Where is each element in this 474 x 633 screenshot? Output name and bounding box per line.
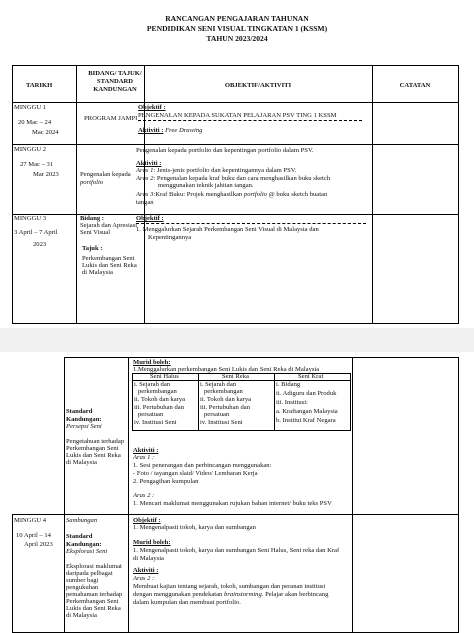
murid-text: 1.Menggalurkan perkembangan Seni Lukis dan Seni Reka di Malaysia <box>133 366 320 373</box>
inner-cell: ii. Tokoh dan karya <box>200 396 252 403</box>
sk-text: Lukis dan Seni Reka <box>66 605 121 612</box>
murid-text: 1. Mengenalpasti tokoh, karya dan sumbangan Seni Halus, Seni reka dan Kraf <box>133 547 340 554</box>
aras-text: : Jenis-jenis portfolio dan kepentingannya dalam PSV. <box>153 167 297 174</box>
sk-text: di Malaysia <box>66 612 97 619</box>
sk-italic: Eksplorasi Seni <box>66 548 108 555</box>
col-header-tarikh: TARIKH <box>26 82 53 89</box>
aras-text: Membuat kajian tentang sejarah, tokoh, sumbangan dan peranan institusi <box>133 583 326 590</box>
sk-text: Eksplorasi maklumat <box>66 563 122 570</box>
sk-label: Standard <box>66 408 93 415</box>
inner-cell: i. Sejarah dan <box>200 381 237 388</box>
inner-cell: perkembangan <box>138 388 177 395</box>
inner-cell: persatuan <box>204 411 230 418</box>
objektif-label: Objektif : <box>138 104 166 111</box>
inner-cell: i. Sejarah dan <box>134 381 171 388</box>
sk-text: pengukuhan <box>66 584 99 591</box>
objektif-text: 1. Menggalurkan Sejarah Perkembangan Seni Visual di Malaysia dan <box>136 226 319 233</box>
bidang-text: PROGRAM JAMPI <box>84 115 138 122</box>
aktiviti-text: Free Drawing <box>165 127 203 134</box>
inner-cell: iii. Institusi: <box>276 399 308 406</box>
sk-text: Lukis dan Seni Reka <box>66 452 121 459</box>
date-range: 3 April – 7 April <box>14 229 58 236</box>
sk-text: pemahaman terhadap <box>66 591 123 598</box>
inner-cell: i. Bidang <box>276 381 301 388</box>
aras-text: 1. Sesi penerangan dan perbincangan menggunakan: <box>133 462 272 469</box>
sk-text: Pengetahuan terhadap <box>66 438 125 445</box>
inner-cell: ii. Adiguru dan Produk <box>276 390 337 397</box>
col-header-bidang-1: BIDANG/ TAJUK/ <box>88 70 142 77</box>
aras-text: : Pengenalan kepada kraf buku dan cara menghasilkan buku sketch <box>153 175 331 182</box>
doc-title-line1: RANCANGAN PENGAJARAN TAHUNAN <box>165 14 309 23</box>
tajuk-label: Tajuk : <box>82 245 103 252</box>
aras-text: menggunakan teknik jahitan tangan. <box>158 182 254 189</box>
aras-text: portfolio <box>243 191 267 198</box>
sk-text: Perkembangan Seni <box>66 445 119 452</box>
col-header-bidang-2: STANDARD <box>96 78 134 85</box>
intro-text: Pengenalan kepada portfolio dan kepentingan portfolio dalam PSV. <box>136 147 314 154</box>
aras-label: Aras 2 : <box>133 575 155 582</box>
doc-title-line2: PENDIDIKAN SENI VISUAL TINGKATAN 1 (KSSM) <box>146 24 328 33</box>
page-separator <box>0 328 474 352</box>
aktiviti-label: Aktiviti : <box>138 127 164 134</box>
inner-cell: perkembangan <box>204 388 243 395</box>
bidang-text: Seni Visual <box>80 229 111 236</box>
col-header-bidang-3: KANDUNGAN <box>93 86 137 93</box>
bidang-label: Bidang : <box>80 215 105 222</box>
aras-text: . Pelajar akan berbincang <box>261 591 329 598</box>
murid-label: Murid boleh: <box>133 539 171 546</box>
inner-cell: iii. Pertubuhan dan <box>134 404 184 411</box>
sk-text: Perkembangan Seni <box>66 598 119 605</box>
aras-text: 2. Pengagihan kumpulan <box>133 478 199 485</box>
aras-text: tangan <box>136 199 154 206</box>
bidang-text: Sejarah dan Apresiasi <box>80 222 138 229</box>
date-range: 20 Mac – 24 <box>18 119 52 126</box>
aktiviti-label: Aktiviti : <box>136 160 162 167</box>
inner-header: Seni Reka <box>222 373 249 380</box>
inner-cell: b. Institut Kraf Negara <box>276 417 336 424</box>
date-range: April 2023 <box>24 541 53 548</box>
doc-title-line3: TAHUN 2023/2024 <box>206 34 268 43</box>
aras-text: 1. Mencari maklumat menggunakan rujukan bahan internet/ buku teks PSV <box>133 500 332 507</box>
bidang-text: portfolio <box>80 179 104 186</box>
date-range: 27 Mac – 31 <box>20 161 54 168</box>
week-label: MINGGU 2 <box>14 146 47 153</box>
inner-cell: persatuan <box>138 411 164 418</box>
aras-label: Aras 1 <box>136 167 154 174</box>
aktiviti-label: Aktiviti : <box>133 447 159 454</box>
aras-text: brainstorming <box>224 591 262 598</box>
week-label: MINGGU 1 <box>14 104 47 111</box>
sk-label: Standard <box>66 533 93 540</box>
inner-cell: ii. Tokoh dan karya <box>134 396 186 403</box>
objektif-text: 1. Mengenalpasti tokoh, karya dan sumbangan <box>133 524 256 531</box>
tajuk-text: Lukis dan Seni Reka <box>82 262 137 269</box>
aktiviti-label: Aktiviti : <box>133 567 159 574</box>
murid-text: di Malaysia <box>133 555 164 562</box>
sk-italic: Persepsi Seni <box>66 423 102 430</box>
sk-label: Kandungan: <box>66 416 102 423</box>
murid-label: Murid boleh: <box>133 359 171 366</box>
inner-cell: iv. Institusi Seni <box>200 419 243 426</box>
aras-label: Aras 3 <box>136 191 154 198</box>
date-range: 2023 <box>33 241 47 248</box>
objektif-text: PENGENALAN KEPADA SUKATAN PELAJARAN PSV TING 1 KSSM <box>138 112 337 119</box>
week-label: MINGGU 3 <box>14 215 47 222</box>
aras-label: Aras 2 <box>136 175 154 182</box>
bidang-text: Pengenalan kepada <box>80 171 131 178</box>
sambungan-text: Sambungan <box>66 517 98 524</box>
aras-text: dalam kumpulan dan membuat portfolio. <box>133 599 241 606</box>
inner-header: Seni Halus <box>150 373 179 380</box>
inner-header: Seni Kraf <box>298 373 324 380</box>
col-header-objektif: OBJEKTIF/AKTIVITI <box>224 82 292 89</box>
objektif-text: Kepentingannya <box>148 234 192 241</box>
col-header-catatan: CATATAN <box>399 82 431 89</box>
aras-text: dengan menggunakan pendekatan <box>133 591 223 598</box>
sk-text: sumber bagi <box>66 577 99 584</box>
sk-text: daripada pelbagai <box>66 570 113 577</box>
aras-text: - Foto / tayangan slaid/ Video/ Lembaran Kerja <box>133 470 258 477</box>
date-range: Mar 2023 <box>33 171 59 178</box>
tajuk-text: di Malaysia <box>82 269 113 276</box>
date-range: Mac 2024 <box>32 129 59 136</box>
aras-text: @ buku sketch buatan <box>268 191 328 198</box>
aras-label: Aras 2 : <box>133 492 155 499</box>
objektif-label: Objektif : <box>136 215 164 222</box>
sk-label: Kandungan: <box>66 541 102 548</box>
sk-text: di Malaysia <box>66 459 97 466</box>
objektif-label: Objektif : <box>133 517 161 524</box>
aras-label: Aras 1 : <box>133 454 155 461</box>
tajuk-text: Perkembangan Seni <box>82 255 135 262</box>
inner-cell: a. Kraftangan Malaysia <box>276 408 338 415</box>
date-range: 10 April – 14 <box>16 532 51 539</box>
week-label: MINGGU 4 <box>14 517 47 524</box>
aras-text: :Kraf Buku: Projek menghasilkan <box>153 191 243 198</box>
inner-cell: iv. Institusi Seni <box>134 419 177 426</box>
inner-cell: iii. Pertubuhan dan <box>200 404 250 411</box>
